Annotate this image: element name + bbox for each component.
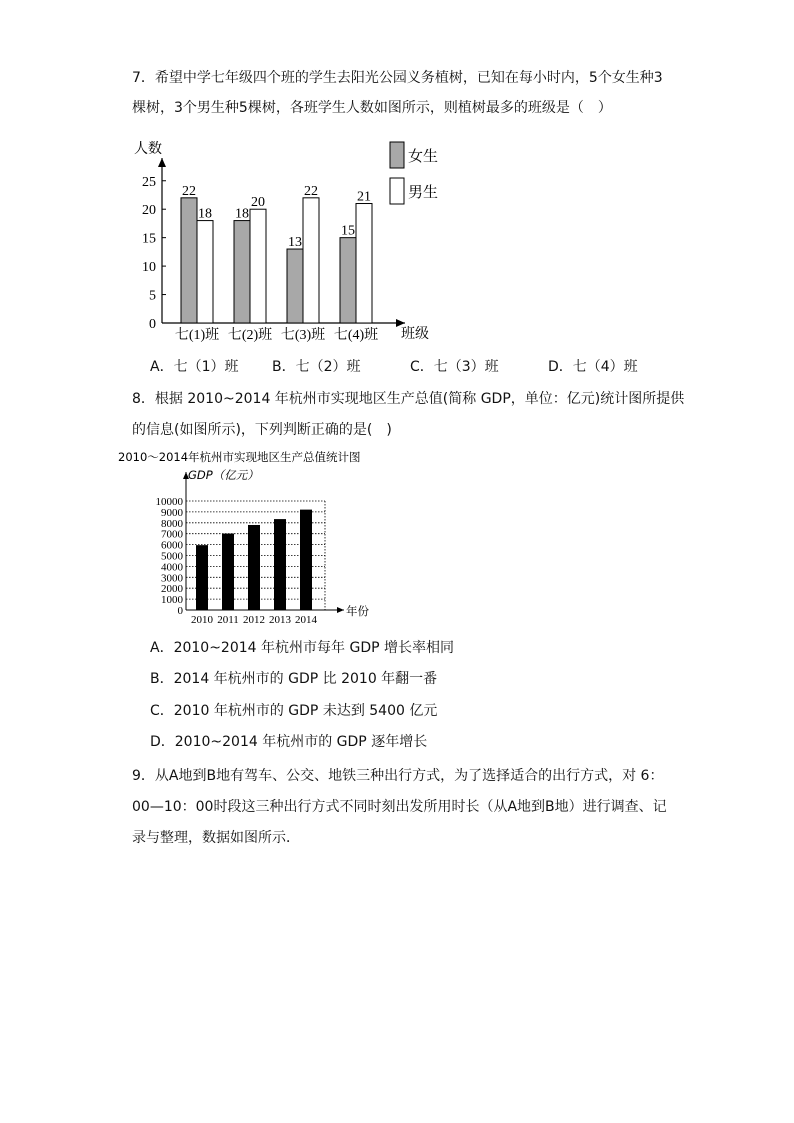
bar — [250, 209, 266, 323]
bar-value-label: 15 — [341, 223, 355, 239]
q8-chart — [118, 448, 418, 633]
bar — [274, 519, 286, 610]
q9-line-2: 00—10：00时段这三种出行方式不同时刻出发所用时长（从A地到B地）进行调查、记 — [132, 799, 667, 815]
y-tick-label: 8000 — [161, 517, 183, 530]
y-tick-label: 10 — [142, 260, 156, 276]
y-tick-label: 2000 — [161, 583, 183, 596]
bar-value-label: 13 — [288, 235, 302, 251]
bar — [196, 545, 208, 610]
y-tick-label: 0 — [149, 317, 156, 332]
q8-line-2: 的信息(如图所示)，下列判断正确的是( ) — [132, 422, 392, 438]
bar — [303, 198, 319, 323]
bar-value-label: 22 — [304, 183, 318, 199]
category-label: 七(2)班 — [227, 328, 273, 343]
category-label: 七(4)班 — [333, 328, 379, 343]
legend-swatch — [390, 178, 404, 204]
bar — [222, 534, 234, 610]
y-tick-label: 0 — [177, 605, 183, 617]
y-tick-label: 10000 — [155, 496, 183, 508]
bar — [234, 221, 250, 323]
q7-line-2: 棵树，3个男生种5棵树，各班学生人数如图所示，则植树最多的班级是（ ） — [132, 100, 612, 116]
bar — [300, 510, 312, 610]
y-tick-label: 9000 — [161, 506, 183, 519]
q7-option-c[interactable]: C．七（3）班 — [410, 359, 499, 375]
category-label: 2013 — [269, 614, 291, 626]
category-label: 2010 — [191, 614, 213, 626]
y-tick-label: 1000 — [161, 594, 183, 607]
y-tick-label: 5 — [149, 288, 156, 304]
y-tick-label: 3000 — [161, 572, 183, 585]
legend-label: 女生 — [408, 147, 439, 165]
y-axis-label: GDP（亿元） — [188, 468, 259, 482]
bar — [356, 204, 372, 323]
bar-value-label: 20 — [251, 195, 265, 211]
bar — [248, 525, 260, 610]
q9-line-1: 9．从A地到B地有驾车、公交、地铁三种出行方式，为了选择适合的出行方式，对 6： — [132, 768, 664, 784]
y-tick-label: 15 — [142, 231, 156, 247]
bar-value-label: 18 — [235, 206, 249, 222]
bar-value-label: 22 — [182, 183, 196, 199]
bar — [340, 238, 356, 323]
y-tick-label: 5000 — [161, 550, 183, 563]
y-tick-label: 25 — [142, 174, 156, 190]
q7-chart — [120, 136, 440, 346]
x-axis-label: 年份 — [346, 604, 369, 618]
q9-line-3: 录与整理，数据如图所示． — [132, 830, 300, 846]
q8-option-b[interactable]: B．2014 年杭州市的 GDP 比 2010 年翻一番 — [150, 671, 438, 687]
category-label: 2011 — [217, 614, 239, 626]
q7-line-1: 7．希望中学七年级四个班的学生去阳光公园义务植树，已知在每小时内，5个女生种3 — [132, 70, 663, 86]
q8-option-d[interactable]: D．2010~2014 年杭州市的 GDP 逐年增长 — [150, 734, 428, 750]
bar-value-label: 18 — [198, 206, 212, 222]
q8-line-1: 8．根据 2010~2014 年杭州市实现地区生产总值(简称 GDP，单位：亿元)统计图所提供 — [132, 391, 685, 407]
q8-option-c[interactable]: C．2010 年杭州市的 GDP 未达到 5400 亿元 — [150, 703, 438, 719]
chart-title: 2010～2014年杭州市实现地区生产总值统计图 — [118, 450, 361, 464]
category-label: 2012 — [243, 614, 265, 626]
x-axis-label: 班级 — [401, 326, 429, 342]
bar-value-label: 21 — [357, 189, 371, 205]
category-label: 七(1)班 — [174, 328, 220, 343]
q7-option-d[interactable]: D．七（4）班 — [548, 359, 638, 375]
legend-swatch — [390, 142, 404, 168]
y-tick-label: 20 — [142, 203, 156, 219]
y-axis-arrow — [158, 158, 166, 167]
q7-option-a[interactable]: A．七（1）班 — [150, 359, 239, 375]
legend-label: 男生 — [408, 183, 439, 201]
y-axis-label: 人数 — [134, 141, 162, 157]
q7-option-b[interactable]: B．七（2）班 — [272, 359, 361, 375]
x-axis-arrow — [337, 607, 344, 613]
bar — [181, 198, 197, 323]
q8-option-a[interactable]: A．2010~2014 年杭州市每年 GDP 增长率相同 — [150, 640, 454, 656]
y-tick-label: 7000 — [161, 528, 183, 541]
bar — [287, 249, 303, 323]
category-label: 2014 — [295, 614, 317, 626]
y-tick-label: 4000 — [161, 561, 183, 574]
category-label: 七(3)班 — [280, 328, 326, 343]
y-tick-label: 6000 — [161, 539, 183, 552]
bar — [197, 221, 213, 323]
